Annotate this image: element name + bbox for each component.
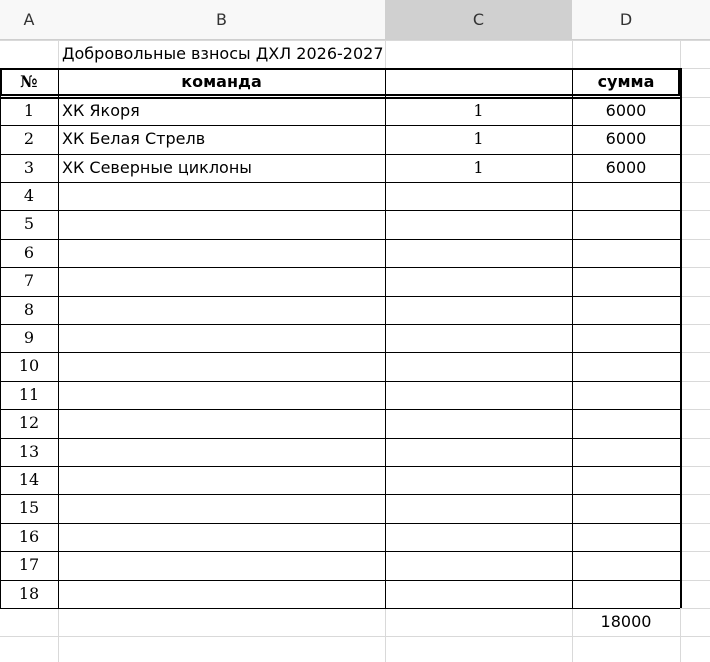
count-cell[interactable]: 1 bbox=[473, 101, 484, 120]
sum-cell[interactable] bbox=[573, 210, 679, 238]
team-name-cell[interactable]: ХК Якоря bbox=[62, 101, 140, 120]
count-cell[interactable] bbox=[386, 409, 571, 437]
count-cell[interactable] bbox=[386, 239, 571, 267]
gridline-horizontal bbox=[0, 636, 710, 637]
header-num: № bbox=[20, 72, 38, 91]
row-number: 5 bbox=[23, 214, 35, 233]
table-border-horizontal bbox=[0, 466, 680, 467]
team-name-cell[interactable] bbox=[59, 210, 384, 238]
sum-cell[interactable] bbox=[573, 239, 679, 267]
table-border-vertical bbox=[58, 68, 59, 608]
column-header-a[interactable]: A bbox=[0, 0, 58, 40]
team-name-cell[interactable] bbox=[59, 466, 384, 494]
count-cell[interactable] bbox=[386, 267, 571, 295]
table-border-horizontal bbox=[0, 438, 680, 439]
team-name-cell[interactable] bbox=[59, 381, 384, 409]
count-cell[interactable] bbox=[386, 551, 571, 579]
count-cell[interactable] bbox=[386, 352, 571, 380]
table-border-horizontal bbox=[0, 182, 680, 183]
count-cell[interactable] bbox=[386, 210, 571, 238]
table-border-horizontal bbox=[0, 381, 680, 382]
count-cell[interactable] bbox=[386, 494, 571, 522]
table-border-horizontal bbox=[0, 125, 680, 126]
header-c bbox=[386, 68, 571, 96]
team-name-cell[interactable] bbox=[59, 239, 384, 267]
sum-cell[interactable] bbox=[573, 494, 679, 522]
count-cell[interactable]: 1 bbox=[473, 129, 484, 148]
sum-cell[interactable] bbox=[573, 409, 679, 437]
team-name-cell[interactable] bbox=[59, 296, 384, 324]
table-border-horizontal bbox=[0, 239, 680, 240]
row-number: 8 bbox=[23, 300, 35, 319]
sum-cell[interactable] bbox=[573, 182, 679, 210]
team-name-cell[interactable] bbox=[59, 494, 384, 522]
column-header-c[interactable]: C bbox=[385, 0, 572, 40]
table-border-vertical bbox=[680, 68, 682, 608]
sum-cell[interactable] bbox=[573, 523, 679, 551]
table-border-horizontal bbox=[0, 324, 680, 325]
table-border-horizontal bbox=[0, 409, 680, 410]
team-name-cell[interactable]: ХК Северные циклоны bbox=[62, 158, 252, 177]
row-number: 10 bbox=[18, 356, 40, 375]
team-name-cell[interactable] bbox=[59, 267, 384, 295]
table-border-horizontal bbox=[0, 296, 680, 297]
table-border-horizontal bbox=[0, 494, 680, 495]
row-number: 14 bbox=[18, 470, 40, 489]
sum-cell[interactable] bbox=[573, 296, 679, 324]
sum-cell[interactable] bbox=[573, 381, 679, 409]
table-border-horizontal bbox=[0, 210, 680, 211]
sum-cell[interactable] bbox=[573, 267, 679, 295]
column-header-d[interactable]: D bbox=[572, 0, 680, 40]
count-cell[interactable] bbox=[386, 324, 571, 352]
row-number: 9 bbox=[23, 328, 35, 347]
sum-cell[interactable] bbox=[573, 580, 679, 608]
row-number: 15 bbox=[18, 498, 40, 517]
sum-cell[interactable] bbox=[573, 438, 679, 466]
table-border-horizontal bbox=[0, 97, 680, 99]
table-border-vertical bbox=[572, 68, 573, 608]
sum-cell[interactable]: 6000 bbox=[605, 129, 647, 148]
table-border-horizontal bbox=[0, 551, 680, 552]
row-number: 6 bbox=[23, 243, 35, 262]
total-sum-cell[interactable]: 18000 bbox=[600, 612, 652, 631]
team-name-cell[interactable] bbox=[59, 438, 384, 466]
header-team: команда bbox=[181, 72, 262, 91]
row-number: 18 bbox=[18, 584, 40, 603]
count-cell[interactable] bbox=[386, 182, 571, 210]
count-cell[interactable]: 1 bbox=[473, 158, 484, 177]
sum-cell[interactable] bbox=[573, 551, 679, 579]
row-number: 7 bbox=[23, 271, 35, 290]
sum-cell[interactable] bbox=[573, 352, 679, 380]
column-header-b[interactable]: B bbox=[58, 0, 385, 40]
row-number: 4 bbox=[23, 186, 35, 205]
count-cell[interactable] bbox=[386, 438, 571, 466]
table-border-horizontal bbox=[0, 580, 680, 581]
team-name-cell[interactable] bbox=[59, 324, 384, 352]
team-name-cell[interactable] bbox=[59, 409, 384, 437]
table-border-horizontal bbox=[0, 608, 680, 609]
sum-cell[interactable]: 6000 bbox=[605, 158, 647, 177]
count-cell[interactable] bbox=[386, 466, 571, 494]
team-name-cell[interactable] bbox=[59, 523, 384, 551]
table-border-horizontal bbox=[0, 523, 680, 524]
sum-cell[interactable]: 6000 bbox=[605, 101, 647, 120]
row-number: 3 bbox=[23, 158, 35, 177]
sum-cell[interactable] bbox=[573, 324, 679, 352]
sum-cell[interactable] bbox=[573, 466, 679, 494]
row-number: 11 bbox=[18, 385, 40, 404]
count-cell[interactable] bbox=[386, 296, 571, 324]
row-number: 12 bbox=[18, 413, 40, 432]
team-name-cell[interactable] bbox=[59, 551, 384, 579]
row-number: 17 bbox=[18, 555, 40, 574]
table-border-horizontal bbox=[0, 154, 680, 155]
header-sum: сумма bbox=[597, 72, 655, 91]
team-name-cell[interactable] bbox=[59, 182, 384, 210]
team-name-cell[interactable] bbox=[59, 352, 384, 380]
count-cell[interactable] bbox=[386, 523, 571, 551]
row-number: 13 bbox=[18, 442, 40, 461]
sheet-title: Добровольные взносы ДХЛ 2026-2027 bbox=[62, 44, 384, 63]
team-name-cell[interactable]: ХК Белая Стрелв bbox=[62, 129, 206, 148]
table-border-vertical bbox=[385, 68, 386, 608]
row-number: 2 bbox=[23, 129, 35, 148]
count-cell[interactable] bbox=[386, 381, 571, 409]
team-name-cell[interactable] bbox=[59, 580, 384, 608]
table-border-horizontal bbox=[0, 68, 680, 70]
row-number: 1 bbox=[23, 101, 35, 120]
column-header-blank bbox=[680, 0, 710, 40]
table-border-horizontal bbox=[0, 352, 680, 353]
row-number: 16 bbox=[18, 527, 40, 546]
table-border-horizontal bbox=[0, 267, 680, 268]
table-border-vertical bbox=[0, 68, 1, 608]
count-cell[interactable] bbox=[386, 580, 571, 608]
